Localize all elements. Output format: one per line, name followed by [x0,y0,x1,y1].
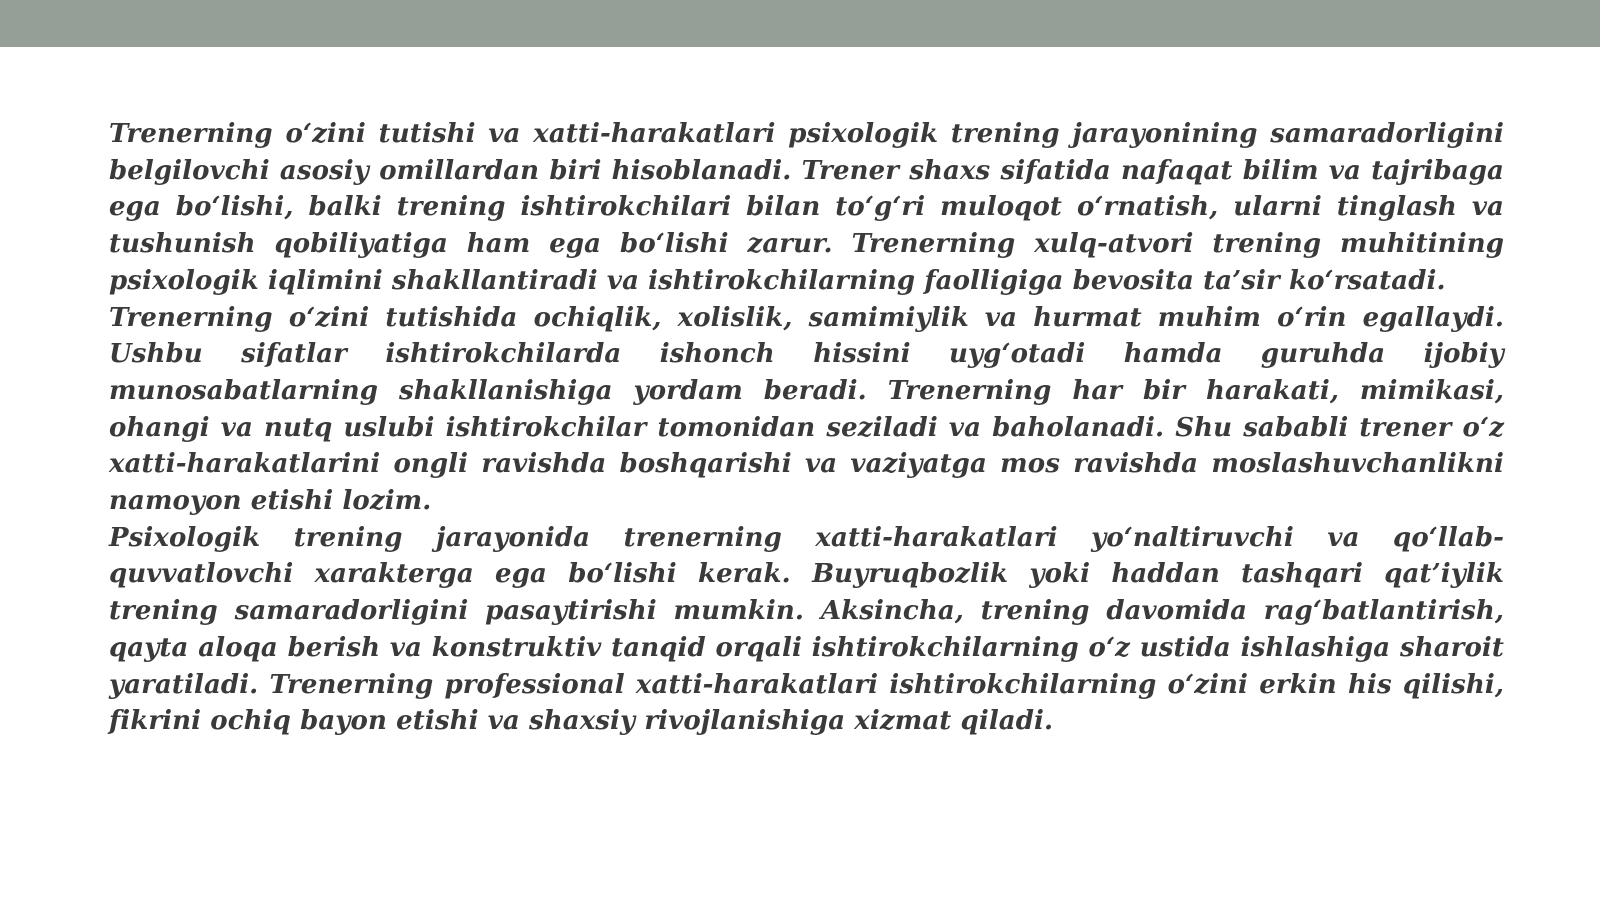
top-accent-bar [0,0,1600,47]
paragraph-3: Psixologik trening jarayonida trenerning xatti-harakatlari yo‘naltiruvchi va qo‘llab-quvvatlovchi xarakterga ega bo‘lishi kerak. Buyruqbozlik yoki haddan tashqari qat’iylik trening samaradorligini pasaytirishi mumkin. Aksincha, trening davomida rag‘batlantirish, qayta aloqa berish va konstruktiv tanqid orqali ishtirokchilarning o‘z ustida ishlashiga sharoit yaratiladi. Trenerning professional xatti-harakatlari ishtirokchilarning o‘zini erkin his qilishi, fikrini ochiq bayon etishi va shaxsiy rivojlanishiga xizmat qiladi. [109,522,1504,737]
paragraph-1: Trenerning o‘zini tutishi va xatti-harakatlari psixologik trening jarayonining samaradorligini belgilovchi asosiy omillardan biri hisoblanadi. Trener shaxs sifatida nafaqat bilim va tajribaga ega bo‘lishi, balki trening ishtirokchilari bilan to‘g‘ri muloqot o‘rnatish, ularni tinglash va tushunish qobiliyatiga ham ega bo‘lishi zarur. Trenerning xulq-atvori trening muhitining psixologik iqlimini shakllantiradi va ishtirokchilarning faolligiga bevosita ta’sir ko‘rsatadi. [109,119,1504,296]
slide-body [109,116,1504,740]
paragraph-2: Trenerning o‘zini tutishida ochiqlik, xolislik, samimiylik va hurmat muhim o‘rin egallaydi. Ushbu sifatlar ishtirokchilarda ishonch hissini uyg‘otadi hamda guruhda ijobiy munosabatlarning shakllanishiga yordam beradi. Trenerning har bir harakati, mimikasi, ohangi va nutq uslubi ishtirokchilar tomonidan seziladi va baholanadi. Shu sababli trener o‘z xatti-harakatlarini ongli ravishda boshqarishi va vaziyatga mos ravishda moslashuvchanlikni namoyon etishi lozim. [109,302,1504,517]
